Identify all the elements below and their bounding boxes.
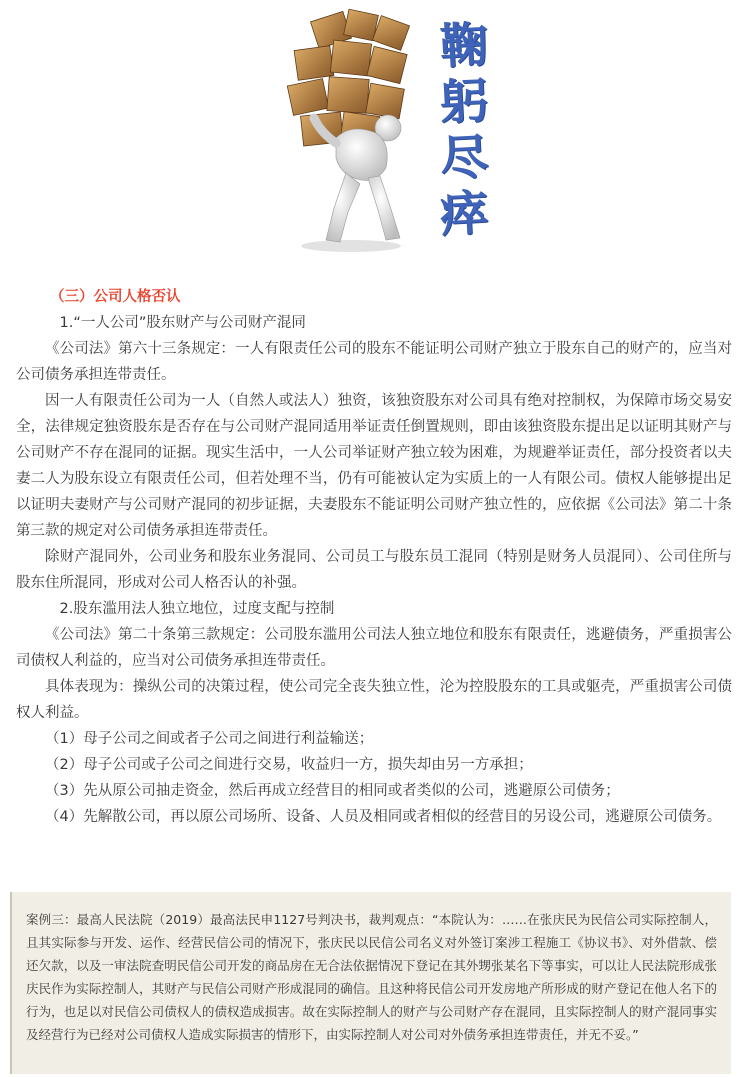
paragraph: 因一人有限责任公司为一人（自然人或法人）独资，该独资股东对公司具有绝对控制权，为保障市场交易安全，法律规定独资股东是否存在与公司财产混同适用举证责任倒置规则，即由该独资股东提出足以证明其财产与公司财产不存在混同的证据。现实生活中，一人公司举证财产独立较为困难，为规避举证责任，部分投资者以夫妻二人为股东设立有限责任公司，但若处理不当，仍有可能被认定为实质上的一人有限公司。债权人能够提出足以证明夫妻财产与公司财产混同的初步证据，夫妻股东不能证明公司财产独立性的，应依据《公司法》第二十条第三款的规定对公司债务承担连带责任。 [16, 393, 732, 539]
list-item: （3）先从原公司抽走资金，然后再成立经营目的相同或者类似的公司，逃避原公司债务； [45, 783, 620, 799]
person-carrying-boxes-illustration [276, 8, 426, 258]
article-body [16, 284, 732, 830]
calligraphy-char: 躬 [438, 72, 490, 132]
paragraph: 除财产混同外，公司业务和股东业务混同、公司员工与股东员工混同（特别是财务人员混同）、公司住所与股东住所混同，形成对公司人格否认的补强。 [16, 549, 732, 591]
list-item: （4）先解散公司，再以原公司场所、设备、人员及相同或者相似的经营目的另设公司，逃避原公司债务。 [45, 809, 722, 825]
section-title: （三）公司人格否认 [50, 289, 181, 305]
subheading: 1.“一人公司”股东财产与公司财产混同 [59, 315, 306, 331]
case-quote-box [10, 892, 731, 1074]
paragraph: 具体表现为：操纵公司的决策过程，使公司完全丧失独立性，沦为控股股东的工具或躯壳，严重损害公司债权人利益。 [16, 679, 732, 721]
list-item: （1）母子公司之间或者子公司之间进行利益输送； [45, 731, 374, 747]
list-item: （2）母子公司或子公司之间进行交易，收益归一方，损失却由另一方承担； [45, 757, 533, 773]
case-text: 案例三：最高人民法院（2019）最高法民申1127号判决书，裁判观点：“本院认为：……在张庆民为民信公司实际控制人，且其实际参与开发、运作、经营民信公司的情况下，张庆民以民信公司名义对外签订案涉工程施工《协议书》、对外借款、偿还欠款，以及一审法院查明民信公司开发的商品房在无合法依据情况下登记在其外甥张某名下等事实，可以让人民法院形成张庆民作为实际控制人，其财产与民信公司财产形成混同的确信。且这种将民信公司开发房地产所形成的财产登记在他人名下的行为，也足以对民信公司债权人的债权造成损害。故在实际控制人的财产与公司财产存在混同，且实际控制人的财产混同事实及经营行为已经对公司债权人造成实际损害的情形下，由实际控制人对公司对外债务承担连带责任，并无不妥。” [26, 912, 717, 1042]
calligraphy-char: 鞠 [438, 16, 490, 76]
paragraph: 《公司法》第六十三条规定：一人有限责任公司的股东不能证明公司财产独立于股东自己的财产的，应当对公司债务承担连带责任。 [16, 341, 732, 383]
calligraphy-char: 尽 [438, 128, 490, 188]
vertical-calligraphy-text [432, 18, 496, 242]
calligraphy-char: 瘁 [438, 184, 490, 244]
subheading: 2.股东滥用法人独立地位，过度支配与控制 [59, 601, 335, 617]
paragraph: 《公司法》第二十条第三款规定：公司股东滥用公司法人独立地位和股东有限责任，逃避债务，严重损害公司债权人利益的，应当对公司债务承担连带责任。 [16, 627, 732, 669]
